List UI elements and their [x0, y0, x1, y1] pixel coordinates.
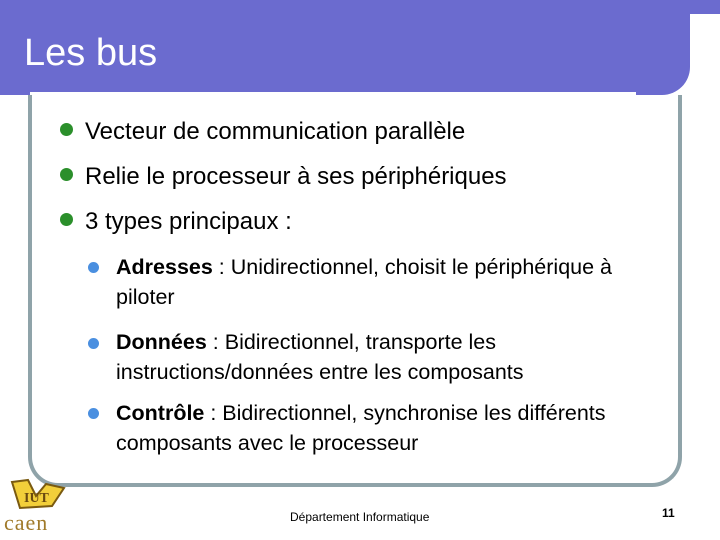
sub-bullet-dot-icon: [88, 408, 99, 419]
sub-bullet-term: Contrôle: [116, 401, 205, 425]
sub-bullet-dot-icon: [88, 262, 99, 273]
bullet-text: Relie le processeur à ses périphériques: [85, 163, 507, 190]
bullet-dot-icon: [60, 213, 73, 226]
bullet-item: [60, 118, 465, 146]
bullet-dot-icon: [60, 168, 73, 181]
logo-top-text: IUT: [24, 491, 49, 506]
bullet-dot-icon: [60, 123, 73, 136]
sub-bullet-item: [116, 252, 676, 312]
sub-bullet-term: Données: [116, 330, 207, 354]
sub-bullet-dot-icon: [88, 338, 99, 349]
slide-title: Les bus: [24, 32, 158, 74]
bullet-text: Vecteur de communication parallèle: [85, 118, 466, 145]
sub-bullet-text: : Bidirectionnel, transporte les instructions/données entre les composants: [116, 330, 524, 384]
title-bar-corner: [690, 0, 720, 14]
logo-caption: caen: [4, 510, 49, 535]
sub-bullet-item: [116, 398, 676, 458]
sub-bullet-item: [116, 327, 676, 387]
sub-bullet-text: : Bidirectionnel, synchronise les différents composants avec le processeur: [116, 401, 606, 455]
bullet-item: [60, 163, 507, 191]
bullet-text: 3 types principaux :: [85, 208, 292, 235]
sub-bullet-text: : Unidirectionnel, choisit le périphérique à piloter: [116, 255, 612, 309]
page-number: 11: [662, 506, 675, 520]
sub-bullet-term: Adresses: [116, 255, 213, 279]
footer-text: Département Informatique: [290, 510, 430, 524]
bullet-item: [60, 208, 292, 236]
